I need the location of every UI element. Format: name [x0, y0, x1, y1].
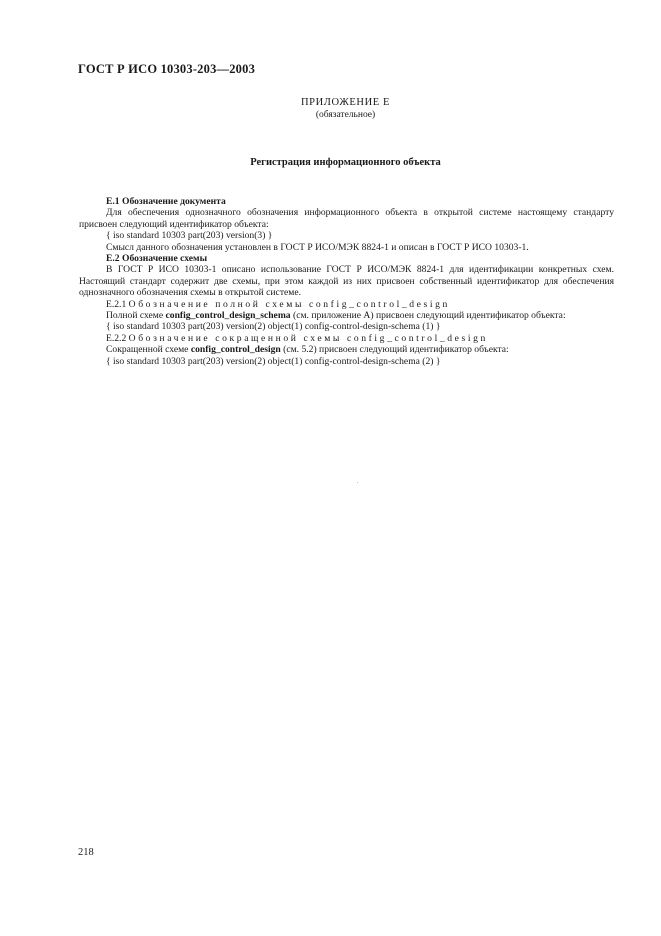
e1-paragraph: Для обеспечения однозначного обозначения информационного объекта в открытой системе настоящему стандарту присвоен следующий идентификатор объекта: [79, 207, 614, 230]
e1-identifier: { iso standard 10303 part(203) version(3) } [106, 230, 273, 242]
e21-identifier: { iso standard 10303 part(203) version(2) object(1) config-control-design-schema (1) } [106, 321, 441, 333]
e22-paragraph [79, 344, 614, 355]
e22-identifier: { iso standard 10303 part(203) version(2) object(1) config-control-design-schema (2) } [106, 355, 441, 367]
document-header: ГОСТ Р ИСО 10303-203—2003 [78, 62, 256, 76]
e2-heading: Е.2 Обозначение схемы [106, 253, 208, 265]
e1-meaning: Смысл данного обозначения установлен в ГОСТ Р ИСО/МЭК 8824-1 и описан в ГОСТ Р ИСО 10303-1. [106, 241, 529, 253]
e22-para-prefix: Сокращенной схеме [106, 344, 191, 356]
appendix-title: ПРИЛОЖЕНИЕ Е [300, 97, 391, 108]
document-body [79, 196, 614, 367]
e21-para-suffix: (см. приложение А) присвоен следующий идентификатор объекта: [290, 310, 566, 322]
section-title: Регистрация информационного объекта [250, 157, 441, 168]
e22-heading [79, 333, 614, 344]
scan-speck [357, 482, 358, 483]
e21-para-prefix: Полной схеме [106, 310, 166, 322]
e21-schema-name: config_control_design_schema [165, 310, 291, 322]
e21-number: Е.2.1 [106, 298, 127, 310]
e22-para-suffix: (см. 5.2) присвоен следующий идентификатор объекта: [280, 344, 509, 356]
e2-paragraph: В ГОСТ Р ИСО 10303-1 описано использование ГОСТ Р ИСО/МЭК 8824-1 для идентификации конкретных схем. Настоящий стандарт содержит две схемы, при этом каждой из них присвоен собственный идентификатор для обеспечения однозначного обозначения схемы в открытой системе. [79, 264, 614, 299]
e22-schema-name: config_control_design [190, 344, 281, 356]
e1-heading: Е.1 Обозначение документа [106, 196, 226, 207]
page-number: 218 [78, 847, 94, 858]
e22-number: Е.2.2 [106, 332, 127, 344]
e22-title: Обозначение сокращенной схемы config_control_design [128, 332, 488, 344]
appendix-subtitle: (обязательное) [315, 110, 376, 120]
e21-heading [79, 299, 614, 310]
e21-title: Обозначение полной схемы config_control_design [128, 298, 450, 310]
e21-paragraph [79, 310, 614, 321]
